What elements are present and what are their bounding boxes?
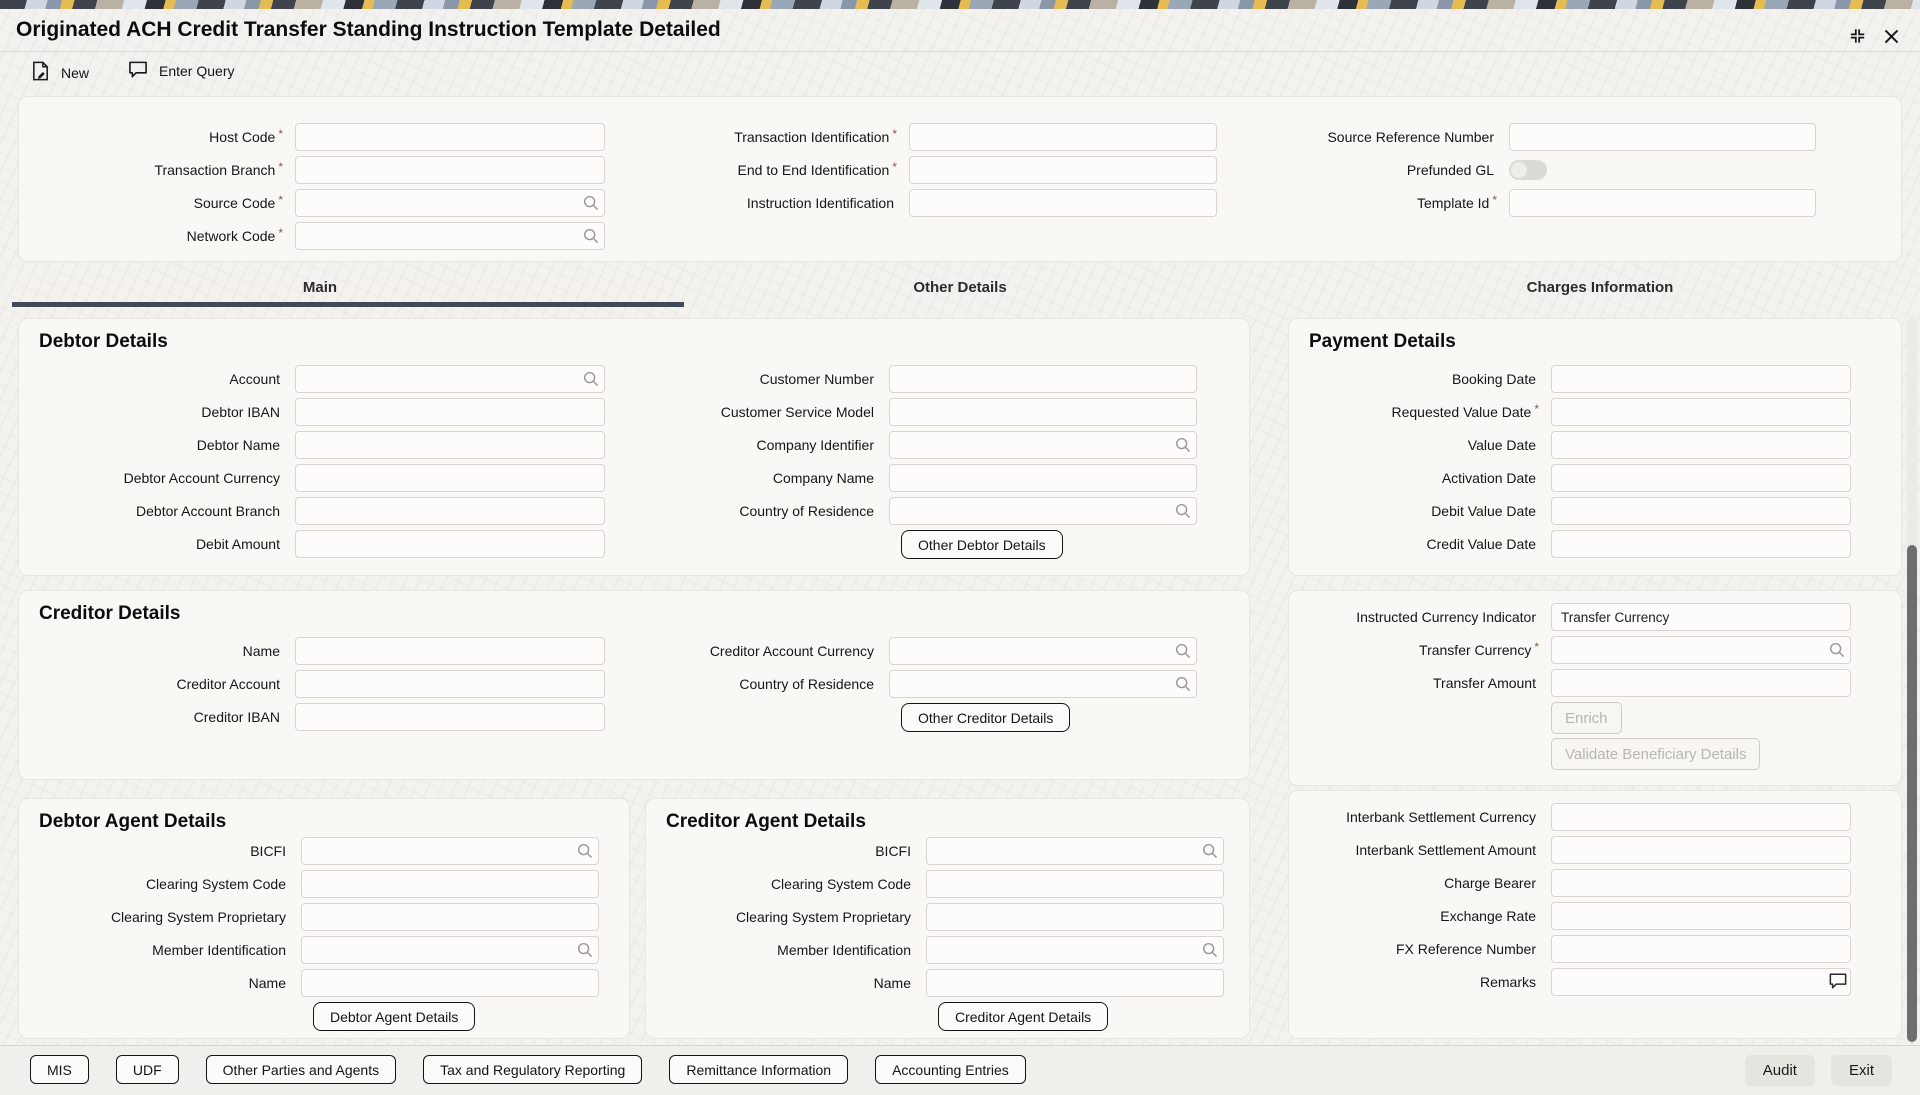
debtor-agent-clearing-system-code-label: Clearing System Code <box>145 876 286 892</box>
instruction-identification-label: Instruction Identification <box>746 195 894 211</box>
creditor-details-col-2 <box>605 637 1197 732</box>
debtor-details-panel <box>18 318 1250 576</box>
requested-value-date-input[interactable] <box>1551 398 1851 426</box>
settlement-panel <box>1288 790 1902 1039</box>
transfer-amount-input[interactable] <box>1551 669 1851 697</box>
titlebar <box>0 9 1920 52</box>
search-icon[interactable] <box>576 941 594 959</box>
debtor-agent-col <box>27 837 599 1031</box>
host-code-label: Host Code * <box>209 127 283 145</box>
tab-main[interactable]: Main <box>0 268 640 307</box>
other-debtor-details-button[interactable]: Other Debtor Details <box>901 530 1063 559</box>
transfer-currency-label: Transfer Currency * <box>1419 640 1539 658</box>
source-code-input[interactable] <box>295 189 605 217</box>
creditor-agent-details-panel <box>645 798 1250 1039</box>
tab-charges-information[interactable]: Charges Information <box>1526 279 1674 296</box>
creditor-agent-bicfi-input[interactable] <box>926 837 1224 865</box>
end-to-end-identification-input[interactable] <box>909 156 1217 184</box>
creditor-name-input[interactable] <box>295 637 605 665</box>
transaction-branch-label: Transaction Branch * <box>154 160 283 178</box>
transfer-col <box>1299 603 1851 770</box>
account-label: Account <box>229 371 280 387</box>
creditor-agent-clearing-system-code-input[interactable] <box>926 870 1224 898</box>
search-icon[interactable] <box>1201 842 1219 860</box>
company-identifier-label: Company Identifier <box>756 437 874 453</box>
header-col-1 <box>33 123 605 255</box>
prefunded-gl-toggle[interactable] <box>1509 160 1547 180</box>
customer-service-model-label: Customer Service Model <box>720 404 874 420</box>
booking-date-input[interactable] <box>1551 365 1851 393</box>
source-reference-number-row <box>1205 123 1816 151</box>
creditor-agent-name-input[interactable] <box>926 969 1224 997</box>
page-title: Originated ACH Credit Transfer Standing Instruction Template Detailed <box>16 18 721 41</box>
debtor-details-col-2 <box>605 365 1197 559</box>
creditor-details-title: Creditor Details <box>39 603 181 624</box>
debtor-agent-bicfi-input[interactable] <box>301 837 599 865</box>
accounting-entries-button[interactable]: Accounting Entries <box>875 1055 1026 1084</box>
header-fields-panel <box>18 96 1902 262</box>
toolbar <box>0 52 1920 96</box>
debtor-agent-member-identification-label: Member Identification <box>152 942 286 958</box>
charge-bearer-input[interactable] <box>1551 869 1851 897</box>
booking-date-label: Booking Date <box>1451 371 1536 387</box>
search-icon[interactable] <box>1174 642 1192 660</box>
close-icon[interactable] <box>1878 24 1904 48</box>
audit-button[interactable]: Audit <box>1745 1055 1815 1086</box>
debtor-account-branch-label: Debtor Account Branch <box>136 503 280 519</box>
search-icon[interactable] <box>1201 941 1219 959</box>
creditor-account-input[interactable] <box>295 670 605 698</box>
activation-date-input[interactable] <box>1551 464 1851 492</box>
country-of-residence-input[interactable] <box>889 497 1197 525</box>
instructed-currency-indicator-label: Instructed Currency Indicator <box>1356 609 1536 625</box>
remittance-information-button[interactable]: Remittance Information <box>669 1055 848 1084</box>
exchange-rate-label: Exchange Rate <box>1440 908 1536 924</box>
search-icon[interactable] <box>1174 502 1192 520</box>
fx-reference-number-input[interactable] <box>1551 935 1851 963</box>
creditor-account-currency-input[interactable] <box>889 637 1197 665</box>
credit-value-date-label: Credit Value Date <box>1426 536 1536 552</box>
mis-button[interactable]: MIS <box>30 1055 89 1084</box>
debit-amount-label: Debit Amount <box>195 536 280 552</box>
creditor-name-label: Name <box>242 643 280 659</box>
debtor-iban-label: Debtor IBAN <box>201 404 280 420</box>
creditor-country-of-residence-input[interactable] <box>889 670 1197 698</box>
network-code-row <box>33 222 605 250</box>
search-icon[interactable] <box>576 842 594 860</box>
instructed-currency-indicator-input[interactable] <box>1551 603 1851 631</box>
company-name-input[interactable] <box>889 464 1197 492</box>
debtor-agent-bicfi-label: BICFI <box>250 843 286 859</box>
source-reference-number-input[interactable] <box>1509 123 1816 151</box>
debtor-account-currency-label: Debtor Account Currency <box>123 470 280 486</box>
customer-number-input[interactable] <box>889 365 1197 393</box>
decorative-banner <box>0 0 1920 9</box>
chat-bubble-icon <box>127 60 149 82</box>
exchange-rate-input[interactable] <box>1551 902 1851 930</box>
restore-window-icon[interactable] <box>1844 24 1870 48</box>
creditor-details-panel <box>18 590 1250 780</box>
tab-strip <box>0 268 1920 307</box>
debtor-name-input[interactable] <box>295 431 605 459</box>
debit-value-date-label: Debit Value Date <box>1431 503 1536 519</box>
debit-value-date-input[interactable] <box>1551 497 1851 525</box>
interbank-settlement-amount-label: Interbank Settlement Amount <box>1355 842 1536 858</box>
interbank-settlement-amount-input[interactable] <box>1551 836 1851 864</box>
transfer-panel <box>1288 590 1902 786</box>
customer-service-model-input[interactable] <box>889 398 1197 426</box>
search-icon[interactable] <box>1828 641 1846 659</box>
debtor-agent-details-title: Debtor Agent Details <box>39 811 227 832</box>
transaction-identification-row <box>619 123 1217 151</box>
end-to-end-identification-label: End to End Identification * <box>737 160 897 178</box>
payment-details-col <box>1299 365 1851 563</box>
debtor-details-col-1 <box>33 365 605 563</box>
creditor-agent-details-title: Creditor Agent Details <box>666 811 866 832</box>
search-icon[interactable] <box>582 194 600 212</box>
debtor-agent-name-label: Name <box>248 975 286 991</box>
debtor-iban-input[interactable] <box>295 398 605 426</box>
new-document-icon <box>30 60 51 85</box>
remarks-chat-bubble-icon[interactable] <box>1828 972 1846 990</box>
debtor-agent-clearing-system-proprietary-input[interactable] <box>301 903 599 931</box>
interbank-settlement-currency-input[interactable] <box>1551 803 1851 831</box>
tab-other-details[interactable]: Other Details <box>913 279 1007 296</box>
creditor-agent-name-label: Name <box>873 975 911 991</box>
header-col-3 <box>1205 123 1816 222</box>
creditor-account-currency-label: Creditor Account Currency <box>709 643 874 659</box>
transaction-identification-input[interactable] <box>909 123 1217 151</box>
debtor-agent-name-input[interactable] <box>301 969 599 997</box>
creditor-agent-details-button[interactable]: Creditor Agent Details <box>938 1002 1108 1031</box>
remarks-input[interactable] <box>1551 968 1851 996</box>
template-id-label: Template Id * <box>1416 193 1497 211</box>
enter-query-button[interactable] <box>127 60 234 82</box>
fx-reference-number-label: FX Reference Number <box>1395 941 1536 957</box>
remarks-label: Remarks <box>1479 974 1536 990</box>
payment-details-title: Payment Details <box>1309 331 1456 352</box>
creditor-agent-member-identification-label: Member Identification <box>777 942 911 958</box>
transaction-identification-label: Transaction Identification * <box>734 127 897 145</box>
search-icon[interactable] <box>582 227 600 245</box>
enrich-button[interactable]: Enrich <box>1551 702 1622 734</box>
footer-bar <box>0 1045 1920 1095</box>
search-icon[interactable] <box>1174 436 1192 454</box>
end-to-end-identification-row <box>619 156 1217 184</box>
header-col-2 <box>619 123 1217 222</box>
other-parties-and-agents-button[interactable]: Other Parties and Agents <box>206 1055 396 1084</box>
host-code-input[interactable] <box>295 123 605 151</box>
debtor-agent-member-identification-input[interactable] <box>301 936 599 964</box>
instruction-identification-input[interactable] <box>909 189 1217 217</box>
creditor-agent-member-identification-input[interactable] <box>926 936 1224 964</box>
creditor-agent-col <box>654 837 1224 1031</box>
creditor-iban-label: Creditor IBAN <box>193 709 280 725</box>
activation-date-label: Activation Date <box>1441 470 1536 486</box>
toggle-knob <box>1511 162 1527 178</box>
creditor-agent-clearing-system-proprietary-label: Clearing System Proprietary <box>735 909 911 925</box>
udf-button[interactable]: UDF <box>116 1055 179 1084</box>
enter-query-label: Enter Query <box>159 63 235 79</box>
source-code-row <box>33 189 605 217</box>
search-icon[interactable] <box>582 370 600 388</box>
debtor-agent-clearing-system-proprietary-label: Clearing System Proprietary <box>110 909 286 925</box>
company-identifier-input[interactable] <box>889 431 1197 459</box>
source-code-label: Source Code * <box>193 193 283 211</box>
prefunded-gl-label: Prefunded GL <box>1406 162 1494 178</box>
other-creditor-details-button[interactable]: Other Creditor Details <box>901 703 1070 732</box>
value-date-label: Value Date <box>1467 437 1536 453</box>
charge-bearer-label: Charge Bearer <box>1444 875 1536 891</box>
active-tab-underline <box>12 302 684 307</box>
debtor-account-branch-input[interactable] <box>295 497 605 525</box>
interbank-settlement-currency-label: Interbank Settlement Currency <box>1346 809 1536 825</box>
transfer-amount-label: Transfer Amount <box>1433 675 1536 691</box>
host-code-row <box>33 123 605 151</box>
creditor-agent-clearing-system-proprietary-input[interactable] <box>926 903 1224 931</box>
debtor-details-title: Debtor Details <box>39 331 168 352</box>
template-id-input[interactable] <box>1509 189 1816 217</box>
vertical-scrollbar-thumb[interactable] <box>1907 545 1917 1042</box>
transaction-branch-row <box>33 156 605 184</box>
network-code-label: Network Code * <box>186 226 283 244</box>
source-reference-number-label: Source Reference Number <box>1327 129 1494 145</box>
footer-left-buttons <box>30 1055 1026 1084</box>
new-label: New <box>61 64 90 81</box>
credit-value-date-input[interactable] <box>1551 530 1851 558</box>
transaction-branch-input[interactable] <box>295 156 605 184</box>
payment-details-panel <box>1288 318 1902 576</box>
transfer-currency-input[interactable] <box>1551 636 1851 664</box>
prefunded-gl-row <box>1205 156 1816 184</box>
debtor-agent-details-button[interactable]: Debtor Agent Details <box>313 1002 475 1031</box>
creditor-details-col-1 <box>33 637 605 736</box>
creditor-iban-input[interactable] <box>295 703 605 731</box>
tax-and-regulatory-reporting-button[interactable]: Tax and Regulatory Reporting <box>423 1055 642 1084</box>
creditor-country-of-residence-label: Country of Residence <box>739 676 874 692</box>
debtor-name-label: Debtor Name <box>196 437 280 453</box>
exit-button[interactable]: Exit <box>1831 1055 1892 1086</box>
account-input[interactable] <box>295 365 605 393</box>
debit-amount-input[interactable] <box>295 530 605 558</box>
creditor-agent-clearing-system-code-label: Clearing System Code <box>770 876 911 892</box>
search-icon[interactable] <box>1174 675 1192 693</box>
network-code-input[interactable] <box>295 222 605 250</box>
customer-number-label: Customer Number <box>759 371 874 387</box>
creditor-agent-bicfi-label: BICFI <box>875 843 911 859</box>
country-of-residence-label: Country of Residence <box>739 503 874 519</box>
instruction-identification-row <box>619 189 1217 217</box>
creditor-account-label: Creditor Account <box>176 676 280 692</box>
debtor-agent-details-panel <box>18 798 630 1039</box>
company-name-label: Company Name <box>772 470 874 486</box>
value-date-input[interactable] <box>1551 431 1851 459</box>
requested-value-date-label: Requested Value Date * <box>1391 402 1539 420</box>
debtor-account-currency-input[interactable] <box>295 464 605 492</box>
footer-right-buttons <box>1745 1055 1892 1086</box>
validate-beneficiary-details-button[interactable]: Validate Beneficiary Details <box>1551 738 1760 770</box>
settlement-col <box>1299 803 1851 1001</box>
template-id-row <box>1205 189 1816 217</box>
new-button[interactable] <box>30 60 89 85</box>
debtor-agent-clearing-system-code-input[interactable] <box>301 870 599 898</box>
